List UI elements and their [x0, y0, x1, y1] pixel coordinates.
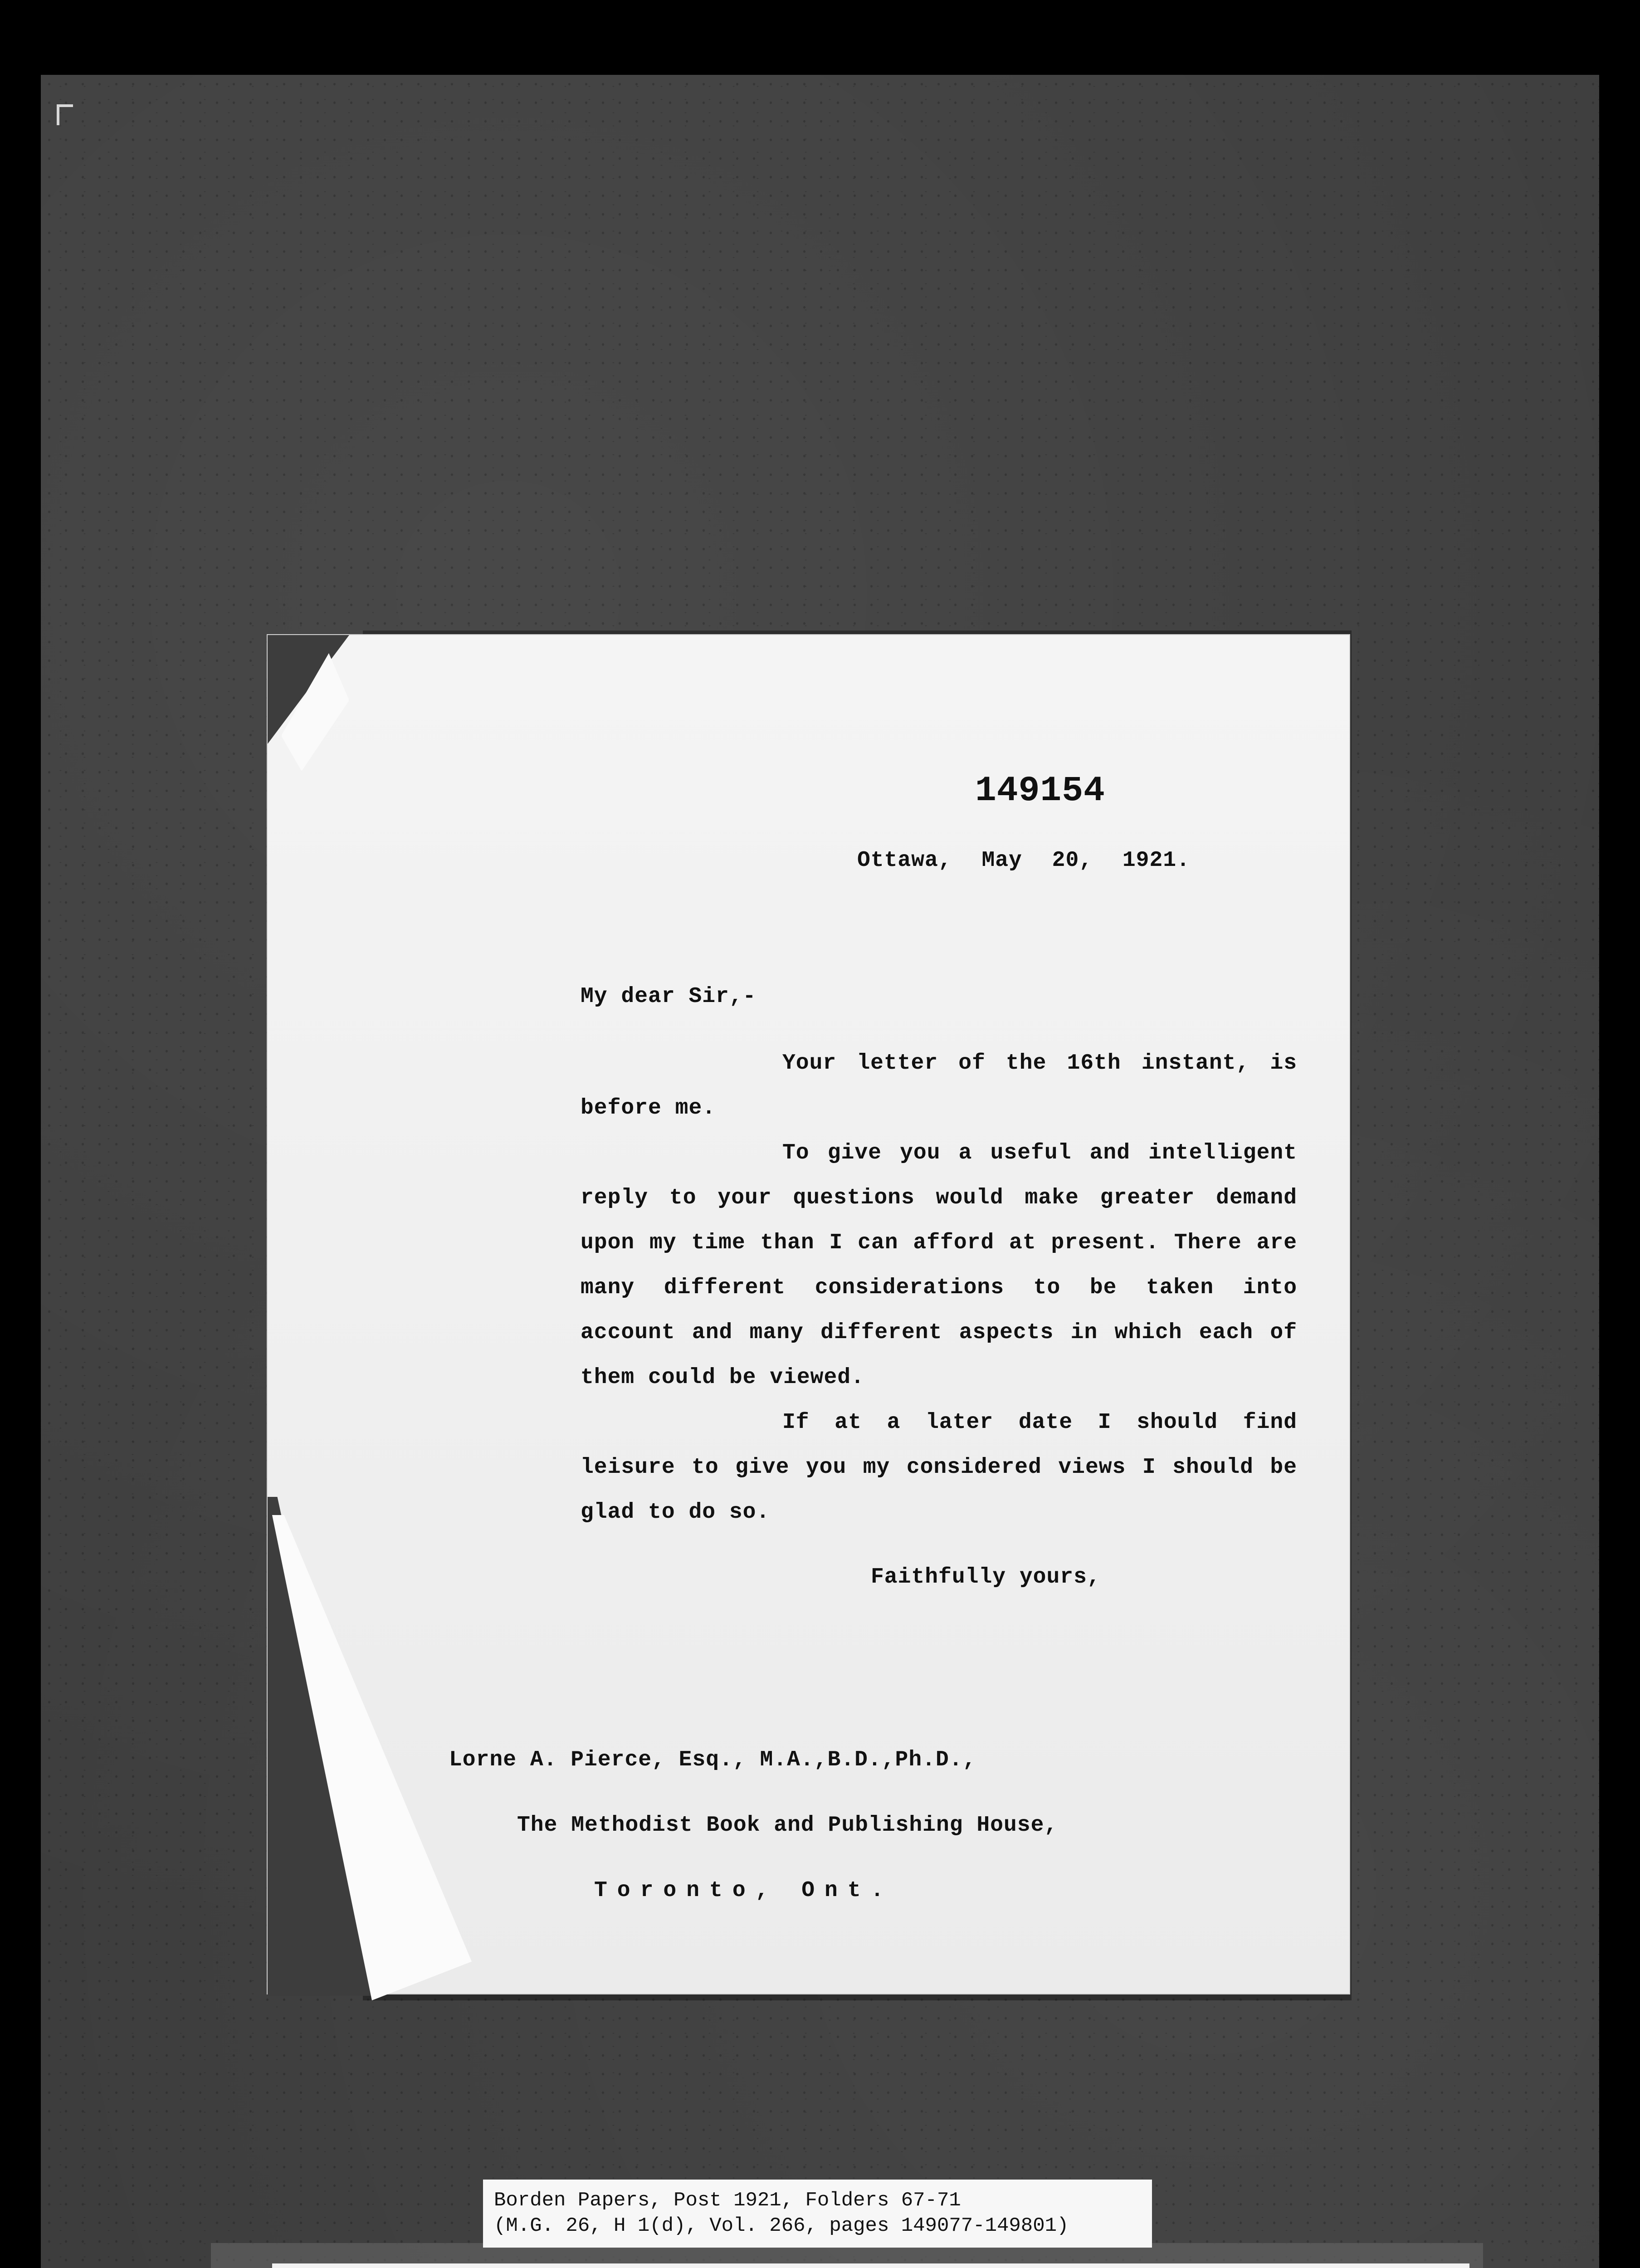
letter-body	[581, 1041, 1297, 1535]
recipient-address	[449, 1706, 1058, 1945]
paragraph: Your letter of the 16th instant, is before me.	[581, 1051, 1297, 1120]
salutation: My dear Sir,-	[581, 984, 757, 1009]
reference-line: (M.G. 26, H 1(d), Vol. 266, pages 149077-149801)	[494, 2214, 1069, 2237]
crop-mark	[57, 104, 73, 125]
paragraph: To give you a useful and intelligent reply to your questions would make greater demand upon my time than I can afford at present. There are many different considerations to be taken into account and many different aspects in which each of them could be viewed.	[581, 1141, 1297, 1390]
dateline: Ottawa, May 20, 1921.	[857, 848, 1190, 873]
archives-placard	[272, 2263, 1469, 2268]
address-line: Lorne A. Pierce, Esq., M.A.,B.D.,Ph.D.,	[449, 1748, 976, 1772]
document-number: 149154	[975, 771, 1105, 811]
closing: Faithfully yours,	[871, 1565, 1101, 1589]
address-line: Toronto, Ont.	[594, 1878, 894, 1903]
reference-line: Borden Papers, Post 1921, Folders 67-71	[494, 2189, 961, 2212]
reference-label	[483, 2180, 1152, 2248]
address-line: The Methodist Book and Publishing House,	[517, 1813, 1058, 1838]
paragraph: If at a later date I should find leisure to give you my considered views I should be glad to do so.	[581, 1410, 1297, 1525]
letter-page	[268, 635, 1349, 1994]
